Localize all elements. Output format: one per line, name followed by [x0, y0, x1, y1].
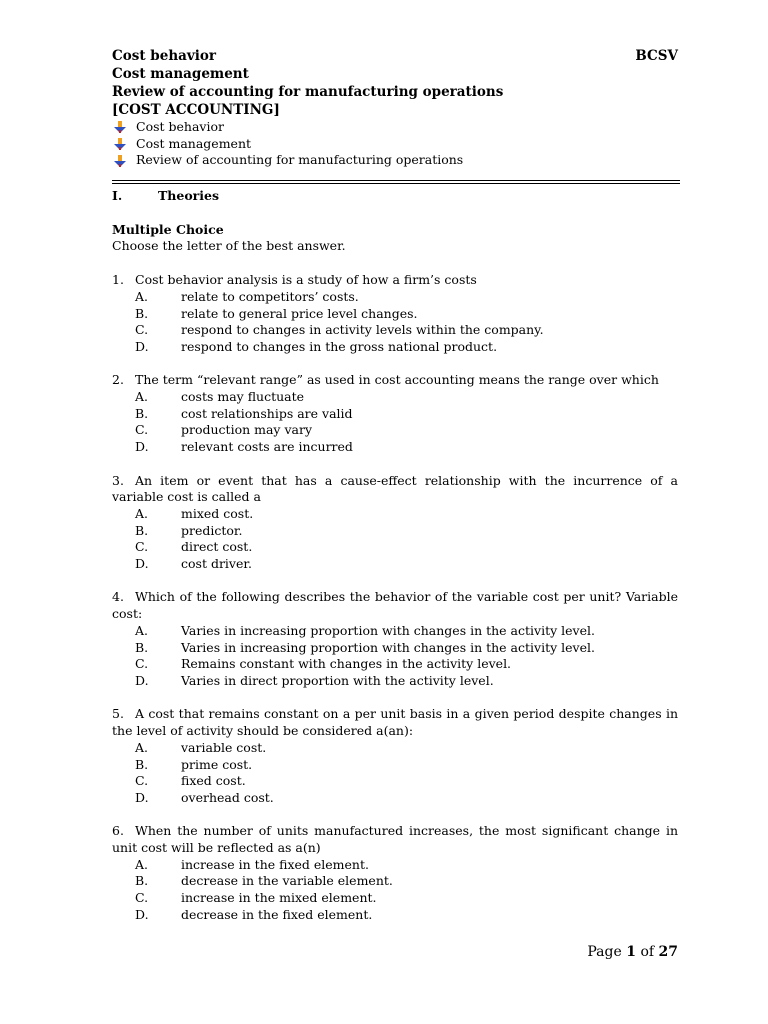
option-text: Varies in direct proportion with the activity level. — [181, 673, 494, 688]
option-letter: D. — [135, 906, 149, 922]
answer-option — [112, 289, 678, 306]
header-title-3: Review of accounting for manufacturing operations — [112, 84, 504, 100]
option-text: respond to changes in the gross national product. — [181, 338, 498, 354]
question-item — [112, 589, 678, 689]
option-text: prime cost. — [181, 756, 253, 772]
answer-option — [112, 673, 678, 690]
question-item — [112, 272, 678, 356]
topic-list — [112, 119, 678, 169]
option-text: increase in the fixed element. — [181, 856, 369, 872]
question-number: 6. — [112, 823, 124, 839]
question-number: 4. — [112, 589, 124, 605]
option-text: relate to general price level changes. — [181, 305, 418, 321]
question-number: 5. — [112, 706, 124, 722]
option-letter: A. — [135, 288, 149, 304]
answer-option — [112, 506, 678, 523]
option-letter: A. — [135, 505, 149, 521]
instruction-text: Choose the letter of the best answer. — [112, 238, 346, 254]
option-text: decrease in the variable element. — [181, 873, 393, 889]
option-text: overhead cost. — [181, 789, 274, 805]
option-text: direct cost. — [181, 539, 253, 555]
question-list — [112, 272, 678, 923]
answer-option — [112, 640, 678, 657]
option-letter: C. — [135, 773, 149, 789]
option-text: predictor. — [181, 522, 243, 538]
option-letter: A. — [135, 856, 149, 872]
topic-item: Cost management — [114, 136, 678, 153]
header-code: BCSV — [635, 48, 678, 64]
question-item — [112, 823, 678, 923]
option-text: fixed cost. — [181, 773, 246, 789]
option-letter: C. — [135, 890, 149, 906]
option-letter: C. — [135, 656, 149, 672]
option-letter: C. — [135, 422, 149, 438]
bullet-arrow-icon — [114, 121, 126, 133]
option-text: relate to competitors’ costs. — [181, 288, 359, 304]
question-item — [112, 706, 678, 806]
option-letter: B. — [135, 756, 149, 772]
option-text: respond to changes in activity levels within the company. — [181, 322, 544, 338]
question-text: An item or event that has a cause-effect relationship with the incurrence of a variable cost is called a — [112, 472, 678, 505]
option-letter: B. — [135, 305, 149, 321]
bullet-arrow-icon — [114, 138, 126, 150]
option-text: cost relationships are valid — [181, 405, 353, 421]
question-text: The term “relevant range” as used in cost accounting means the range over which — [135, 372, 659, 388]
question-stem — [112, 706, 678, 739]
answer-option — [112, 322, 678, 339]
option-letter: D. — [135, 789, 149, 805]
option-letter: D. — [135, 439, 149, 455]
question-number: 3. — [112, 472, 124, 488]
question-stem — [112, 372, 678, 389]
question-item — [112, 372, 678, 456]
answer-option — [112, 656, 678, 673]
question-stem — [112, 589, 678, 622]
double-rule-divider — [112, 180, 680, 184]
option-text: variable cost. — [181, 739, 267, 755]
answer-option — [112, 890, 678, 907]
answer-option — [112, 857, 678, 874]
question-text: Cost behavior analysis is a study of how a firm’s costs — [135, 272, 477, 288]
topic-item: Cost behavior — [114, 119, 678, 136]
option-text: costs may fluctuate — [181, 389, 305, 405]
option-letter: B. — [135, 405, 149, 421]
question-text: When the number of units manufactured increases, the most significant change in unit cost will be reflected as a(n) — [112, 823, 678, 855]
document-page — [112, 47, 678, 924]
answer-option — [112, 740, 678, 757]
option-letter: C. — [135, 322, 149, 338]
multiple-choice-title: Multiple Choice — [112, 221, 224, 237]
answer-option — [112, 539, 678, 556]
question-number: 1. — [112, 272, 124, 288]
option-letter: A. — [135, 389, 149, 405]
question-text: A cost that remains constant on a per unit basis in a given period despite changes in the level of activity should be considered a(an): — [112, 706, 678, 739]
option-text: mixed cost. — [181, 505, 254, 521]
option-text: decrease in the fixed element. — [181, 906, 373, 922]
option-letter: C. — [135, 539, 149, 555]
option-text: Varies in increasing proportion with changes in the activity level. — [181, 639, 595, 655]
answer-option — [112, 757, 678, 774]
answer-option — [112, 790, 678, 807]
option-text: increase in the mixed element. — [181, 890, 377, 906]
question-stem — [112, 473, 678, 506]
topic-item: Review of accounting for manufacturing operations — [114, 152, 678, 169]
answer-option — [112, 439, 678, 456]
option-letter: B. — [135, 522, 149, 538]
option-letter: A. — [135, 739, 149, 755]
answer-option — [112, 907, 678, 924]
question-text: Which of the following describes the behavior of the variable cost per unit? Variable cost: — [112, 589, 678, 622]
option-text: Varies in increasing proportion with changes in the activity level. — [181, 622, 595, 638]
answer-option — [112, 422, 678, 439]
option-text: Remains constant with changes in the activity level. — [181, 656, 512, 672]
answer-option — [112, 556, 678, 573]
question-stem — [112, 823, 678, 856]
answer-option — [112, 406, 678, 423]
option-text: cost driver. — [181, 556, 252, 572]
answer-option — [112, 339, 678, 356]
question-item — [112, 473, 678, 573]
question-stem — [112, 272, 678, 289]
answer-option — [112, 873, 678, 890]
header-subject: [COST ACCOUNTING] — [112, 102, 280, 118]
answer-option — [112, 523, 678, 540]
answer-option — [112, 389, 678, 406]
header-title-2: Cost management — [112, 66, 249, 82]
option-letter: B. — [135, 639, 149, 655]
option-text: relevant costs are incurred — [181, 439, 353, 455]
option-letter: D. — [135, 556, 149, 572]
answer-option — [112, 623, 678, 640]
page-footer: Page 1 of 27 — [587, 944, 678, 960]
section-heading: I. Theories — [112, 188, 220, 204]
answer-option — [112, 773, 678, 790]
option-letter: D. — [135, 338, 149, 354]
option-text: production may vary — [181, 422, 313, 438]
option-letter: D. — [135, 673, 149, 688]
option-letter: B. — [135, 873, 149, 889]
bullet-arrow-icon — [114, 155, 126, 167]
answer-option — [112, 306, 678, 323]
header-title-1: Cost behavior BCSV — [112, 48, 678, 64]
option-letter: A. — [135, 622, 149, 638]
question-number: 2. — [112, 372, 124, 388]
